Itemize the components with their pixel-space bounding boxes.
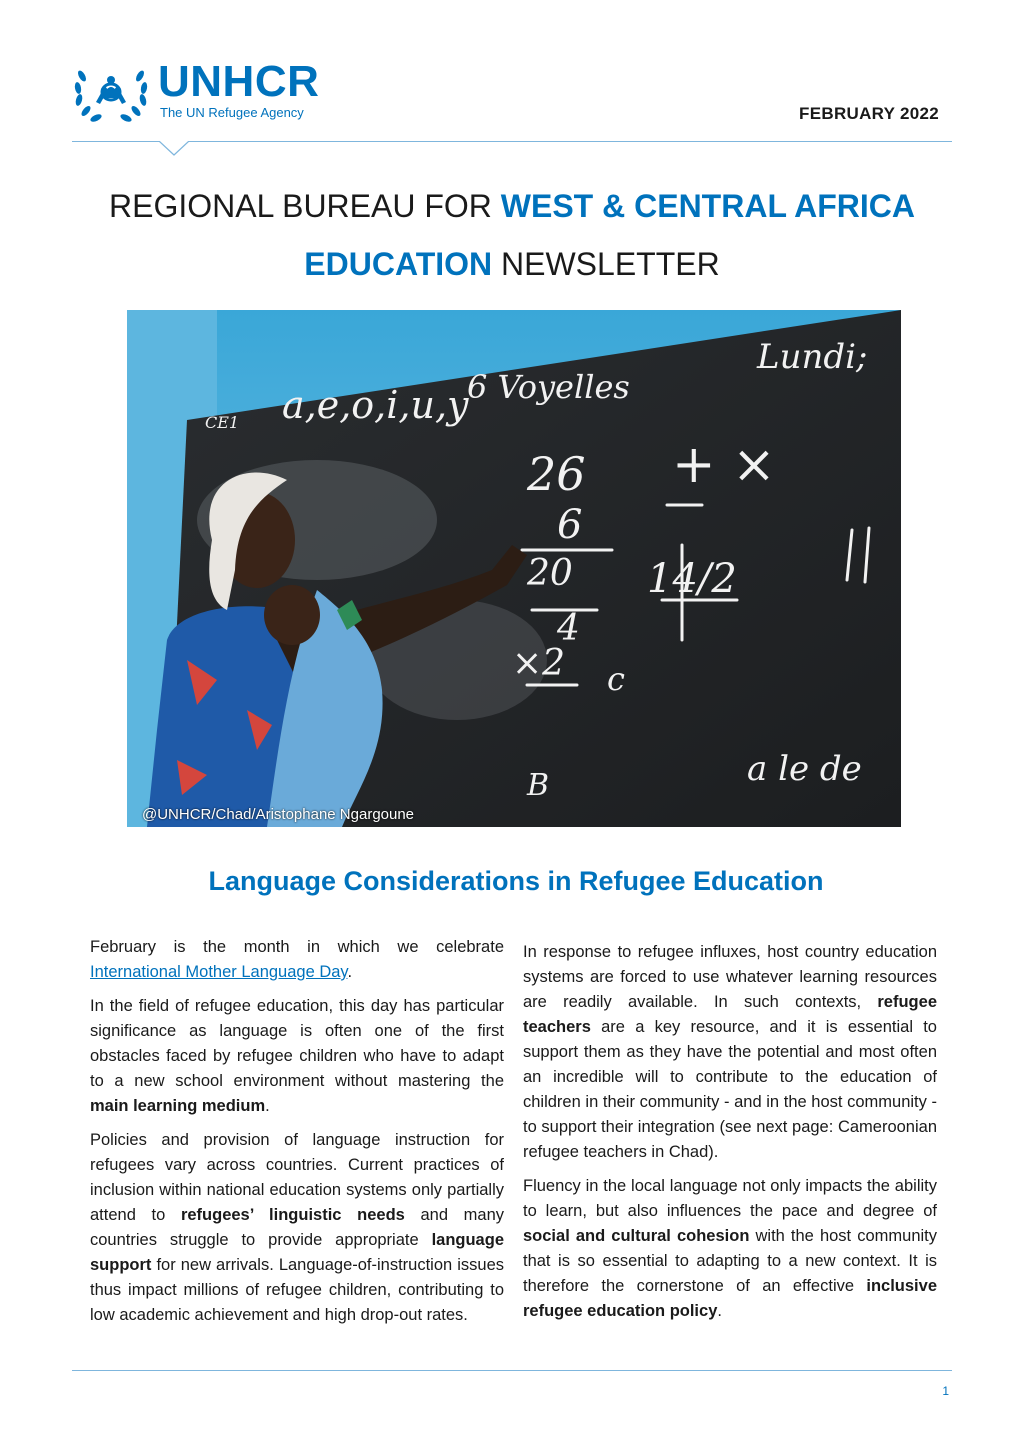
- article-title: Language Considerations in Refugee Education: [208, 866, 824, 896]
- divider-notch-icon: [159, 141, 189, 157]
- board-label: CE1: [205, 413, 240, 432]
- page-number: 1: [942, 1384, 949, 1398]
- text: are a key resource, and it is essential to support them as they have the potential and most often an incredible will to contribute to the education of children in their community - and in the host community - to support their integration (see next page: Cameroonian refugee teachers in Chad).: [523, 1018, 937, 1161]
- board-sum-result: 20: [527, 553, 573, 594]
- article-column-right: [523, 940, 937, 1333]
- paragraph: [523, 1174, 937, 1324]
- classroom-photo-illustration: [127, 310, 901, 827]
- bold-text: language support: [90, 1231, 504, 1274]
- text: .: [717, 1302, 722, 1320]
- text: February is the month in which we celebrate: [90, 938, 504, 956]
- board-mult-bottom: ×2: [512, 643, 566, 684]
- bold-text: social and cultural cohesion: [523, 1227, 750, 1245]
- board-ops: + ×: [672, 435, 776, 495]
- bold-text: refugees’ linguistic needs: [180, 1206, 405, 1224]
- unhcr-emblem-icon: [72, 58, 150, 124]
- footer-divider: [72, 1370, 952, 1371]
- text: In response to refugee influxes, host country education systems are forced to use whatever learning resources are readily available. In such contexts,: [523, 943, 937, 1011]
- text: In the field of refugee education, this day has particular significance as language is often one of the first obstacles faced by refugee children who have to adapt to a new school environment without mastering the: [90, 997, 504, 1090]
- cover-photo: [127, 310, 901, 827]
- board-fraction: 14/2: [647, 556, 737, 602]
- title-topic: EDUCATION: [304, 246, 493, 282]
- text: Fluency in the local language not only impacts the ability to learn, but also influences the pace and degree of: [523, 1177, 937, 1220]
- board-letters: a le de: [747, 749, 862, 789]
- title-plain: REGIONAL BUREAU FOR: [109, 188, 501, 224]
- newsletter-title-line1: [0, 188, 1024, 225]
- board-sum-top: 26: [527, 447, 586, 501]
- bold-text: refugee teachers: [523, 993, 937, 1036]
- board-day: Lundi;: [757, 337, 868, 377]
- newsletter-title-line2: [0, 246, 1024, 283]
- board-sum-mid: 6: [557, 502, 583, 548]
- mother-language-day-link[interactable]: International Mother Language Day: [90, 963, 348, 981]
- bold-text: main learning medium: [90, 1097, 266, 1115]
- board-b: B: [527, 768, 550, 803]
- text: and many countries struggle to provide appropriate: [90, 1206, 505, 1249]
- text: .: [265, 1097, 270, 1115]
- paragraph: [90, 1128, 504, 1328]
- title-region: WEST & CENTRAL AFRICA: [500, 188, 915, 224]
- board-mult-top: 4: [557, 608, 580, 649]
- text: for new arrivals. Language-of-instruction issues thus impact millions of refugee children, contributing to low academic achievement and high drop-out rates.: [90, 1256, 504, 1324]
- paragraph: [90, 994, 504, 1119]
- header-divider: [72, 141, 952, 142]
- board-c: c: [607, 660, 625, 698]
- logo-name: UNHCR: [158, 57, 320, 106]
- paragraph: [523, 940, 937, 1165]
- title-plain-2: NEWSLETTER: [492, 246, 720, 282]
- text: .: [347, 963, 353, 981]
- bold-text: inclusive refugee education policy: [523, 1277, 937, 1320]
- issue-date: FEBRUARY 2022: [799, 104, 939, 123]
- logo-tagline: The UN Refugee Agency: [160, 105, 304, 120]
- board-heading: 6 Voyelles: [467, 368, 630, 406]
- article-column-left: [90, 935, 504, 1337]
- paragraph: [90, 935, 504, 985]
- board-vowels: a,e,o,i,u,y: [282, 383, 469, 427]
- text: with the host community that is so essential to adapting to a new context. It is therefore the cornerstone of an effective: [523, 1227, 937, 1295]
- text: Policies and provision of language instruction for refugees vary across countries. Current practices of inclusion within national education systems only partially attend to: [90, 1131, 504, 1224]
- photo-credit: @UNHCR/Chad/Aristophane Ngargoune: [142, 806, 415, 823]
